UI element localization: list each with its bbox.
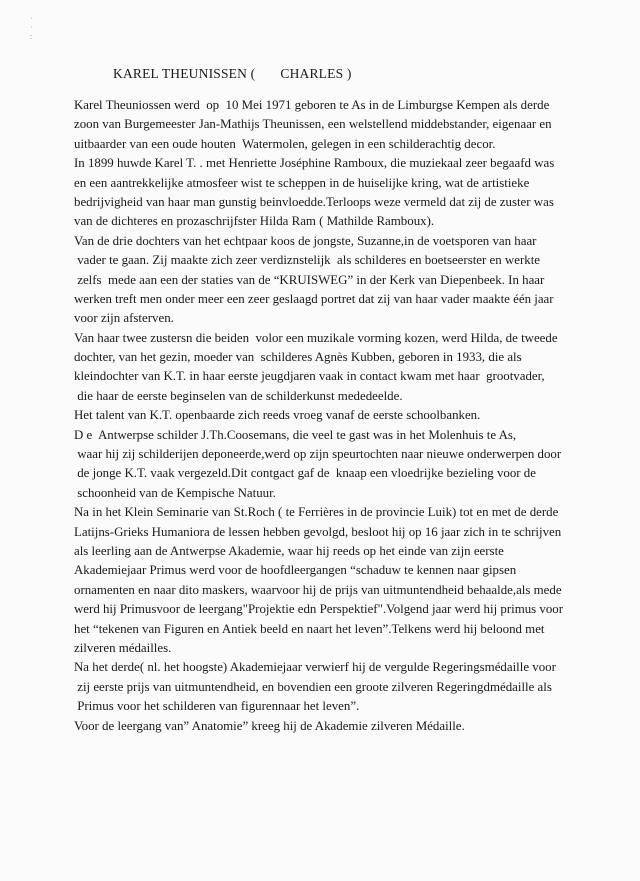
text-line: zoon van Burgemeester Jan-Mathijs Theunissen, een welstellend middebstander, eigenaar en <box>74 117 552 132</box>
text-line: vader te gaan. Zij maakte zich zeer verdiznstelijk als schilderes en boetseerster en werkte <box>74 253 540 268</box>
document-body <box>74 96 634 736</box>
text-line: zij eerste prijs van uitmuntendheid, en bovendien een groote zilveren Regeringdmédaille als <box>74 679 552 694</box>
scan-artifact: · · : <box>30 14 33 41</box>
text-line: zilveren médailles. <box>74 640 172 655</box>
text-line: Van de drie dochters van het echtpaar koos de jongste, Suzanne,in de voetsporen van haar <box>74 233 537 248</box>
text-line: schoonheid van de Kempische Natuur. <box>74 485 276 500</box>
text-line: Het talent van K.T. openbaarde zich reeds vroeg vanaf de eerste schoolbanken. <box>74 408 481 423</box>
text-line: zelfs mede aan een der staties van de “KRUISWEG” in der Kerk van Diepenbeek. In haar <box>74 272 545 287</box>
text-line: Na in het Klein Seminarie van St.Roch ( te Ferrières in de provincie Luik) tot en met de derde <box>74 505 559 520</box>
text-line: werken treft men onder meer een zeer geslaagd portret dat zij van haar vader maakte één jaar <box>74 291 554 306</box>
text-line: werd hij Primusvoor de leergang"Projektie edn Perspektief".Volgend jaar werd hij primus voor <box>74 602 564 617</box>
text-line: Latijns-Grieks Humaniora de lessen hebben gevolgd, besloot hij op 16 jaar zich in te schrijven <box>74 524 562 539</box>
text-line: Na het derde( nl. het hoogste) Akademiejaar verwierf hij de vergulde Regeringsmédaille voor <box>74 660 556 675</box>
text-line: Primus voor het schilderen van figurennaar het leven”. <box>74 699 360 714</box>
text-line: die haar de eerste beginselen van de schilderkunst mededeelde. <box>74 388 403 403</box>
text-line: voor zijn afsterven. <box>74 311 174 326</box>
text-line: D e Antwerpse schilder J.Th.Coosemans, die veel te gast was in het Molenhuis te As, <box>74 427 517 442</box>
text-line: ornamenten en naar dito maskers, waarvoor hij de prijs van uitmuntendheid behaalde,als mede <box>74 582 562 597</box>
text-line: het “tekenen van Figuren en Antiek beeld en naart het leven”.Telkens werd hij beloond met <box>74 621 545 636</box>
text-line: dochter, van het gezin, moeder van schilderes Agnès Kubben, geboren in 1933, die als <box>74 350 522 365</box>
text-line: Akademiejaar Primus werd voor de hoofdleergangen “schaduw te kennen naar gipsen <box>74 563 517 578</box>
text-line: Karel Theuniossen werd op 10 Mei 1971 geboren te As in de Limburgse Kempen als derde <box>74 98 550 112</box>
text-line: In 1899 huwde Karel T. . met Henriette Joséphine Ramboux, die muziekaal zeer begaafd was <box>74 156 555 171</box>
text-line: Voor de leergang van” Anatomie” kreeg hij de Akademie zilveren Médaille. <box>74 718 465 733</box>
text-line: als leerling aan de Antwerpse Akademie, waar hij reeds op het einde van zijn eerste <box>74 543 504 558</box>
text-line: en een aantrekkelijke atmosfeer wist te scheppen in de huiselijke kring, wat de artistieke <box>74 175 530 190</box>
text-line: kleindochter van K.T. in haar eerste jeugdjaren vaak in contact kwam met haar grootvader, <box>74 369 545 384</box>
text-line: Van haar twee zustersn die beiden volor een muzikale vorming kozen, werd Hilda, de tweede <box>74 330 558 345</box>
text-line: bedrijvigheid van haar man gunstig beinvloedde.Terloops weze vermeld dat zij de zuster was <box>74 194 554 209</box>
text-line: de jonge K.T. vaak vergezeld.Dit contgact gaf de knaap een vloedrijke bezieling voor de <box>74 466 536 481</box>
document-title: KAREL THEUNISSEN ( CHARLES ) <box>113 66 352 81</box>
text-line: van de dichteres en prozaschrijfster Hilda Ram ( Mathilde Ramboux). <box>74 214 435 229</box>
text-line: waar hij zij schilderijen deponeerde,werd op zijn speurtochten naar nieuwe onderwerpen door <box>74 447 562 462</box>
text-line: uitbaarder van een oude houten Watermolen, gelegen in een schilderachtig decor. <box>74 136 496 151</box>
